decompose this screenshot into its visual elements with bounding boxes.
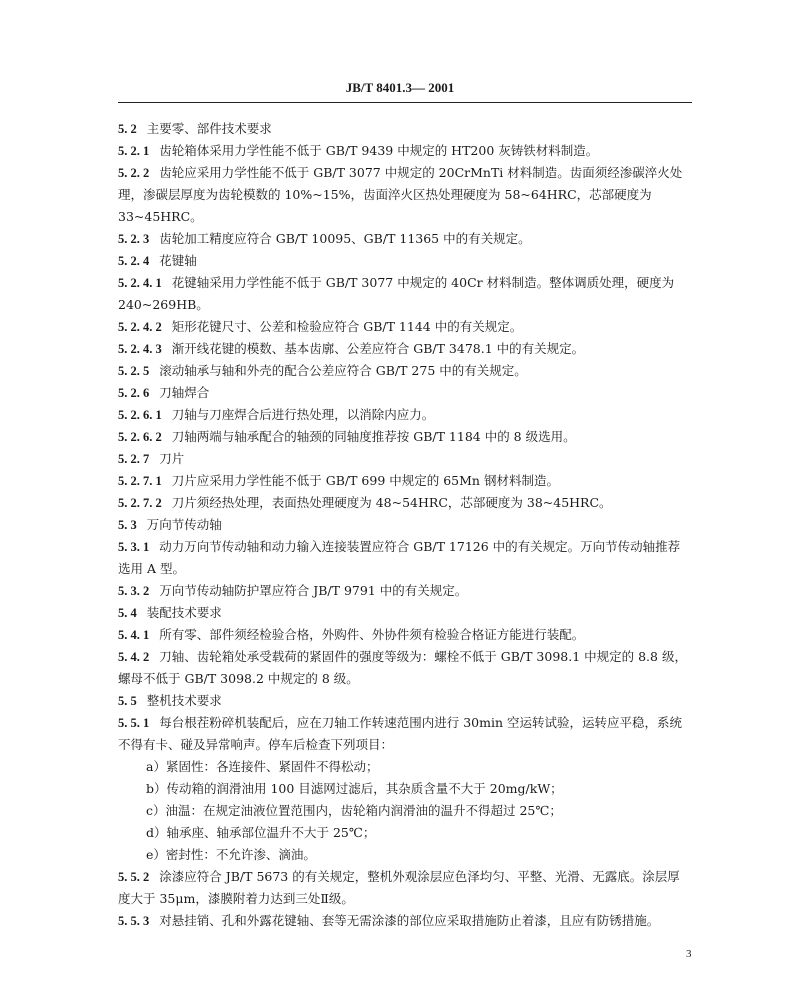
clause-text: 齿轮箱体采用力学性能不低于 GB/T 9439 中规定的 HT200 灰铸铁材料制造。 — [159, 143, 599, 158]
clause-number: 5. 2. 3 — [118, 232, 150, 246]
page-number: 3 — [686, 948, 692, 960]
clause-number: 5. 2. 5 — [118, 364, 150, 378]
clause-text: 花键轴采用力学性能不低于 GB/T 3077 中规定的 40Cr 材料制造。整体调质处理，硬度为 240~269HB。 — [118, 275, 675, 312]
clause-text: 齿轮应采用力学性能不低于 GB/T 3077 中规定的 20CrMnTi 材料制造。齿面须经渗碳淬火处理，渗碳层厚度为齿轮模数的 10%~15%，齿面淬火区热处理硬度为 58~64HRC，芯部硬度为 33~45HRC。 — [118, 165, 683, 224]
clause — [118, 316, 692, 338]
clause — [118, 646, 692, 690]
clause-text: 刀轴、齿轮箱处承受载荷的紧固件的强度等级为：螺栓不低于 GB/T 3098.1 中规定的 8.8 级，螺母不低于 GB/T 3098.2 中规定的 8 级。 — [118, 649, 687, 686]
clause-text: 刀片 — [159, 451, 185, 466]
clause — [118, 470, 692, 492]
list-item: e）密封性：不允许渗、滴油。 — [146, 847, 316, 862]
clause — [118, 712, 692, 756]
clause-number: 5. 5. 2 — [118, 870, 150, 884]
clause-text: 涂漆应符合 JB/T 5673 的有关规定，整机外观涂层应色泽均匀、平整、光滑、无露底。涂层厚度大于 35μm，漆膜附着力达到三处Ⅱ级。 — [118, 869, 680, 906]
clause — [118, 250, 692, 272]
clause-text: 刀轴焊合 — [159, 385, 210, 400]
clause — [118, 338, 692, 360]
clause — [118, 140, 692, 162]
clause — [118, 426, 692, 448]
list-item: c）油温：在规定油液位置范围内，齿轮箱内润滑油的温升不得超过 25℃； — [146, 803, 562, 818]
clause-number: 5. 3 — [118, 518, 137, 532]
clause-number: 5. 2. 4. 2 — [118, 320, 162, 334]
clause — [118, 492, 692, 514]
clause-text: 刀片应采用力学性能不低于 GB/T 699 中规定的 65Mn 钢材料制造。 — [171, 473, 559, 488]
clause — [118, 162, 692, 228]
clause-text: 刀轴与刀座焊合后进行热处理，以消除内应力。 — [171, 407, 435, 422]
clause-text: 所有零、部件须经检验合格，外购件、外协件须有检验合格证方能进行装配。 — [159, 627, 585, 642]
clause-number: 5. 2. 6 — [118, 386, 150, 400]
clause-number: 5. 2. 7. 1 — [118, 474, 162, 488]
list-item: a）紧固性：各连接件、紧固件不得松动； — [146, 759, 379, 774]
clause — [118, 536, 692, 580]
clause-number: 5. 2. 2 — [118, 166, 150, 180]
clause-number: 5. 2. 7 — [118, 452, 150, 466]
list-item: b）传动箱的润滑油用 100 目滤网过滤后，其杂质含量不大于 20mg/kW； — [146, 781, 563, 796]
document-body — [118, 118, 692, 932]
clause-text: 刀片须经热处理，表面热处理硬度为 48~54HRC，芯部硬度为 38~45HRC。 — [171, 495, 612, 510]
clause — [118, 382, 692, 404]
clause-number: 5. 4. 2 — [118, 650, 150, 664]
clause-number: 5. 2. 4. 3 — [118, 342, 162, 356]
clause — [118, 228, 692, 250]
clause-number: 5. 4 — [118, 606, 137, 620]
clause — [118, 118, 692, 140]
clause — [118, 448, 692, 470]
clause-text: 动力万向节传动轴和动力输入连接装置应符合 GB/T 17126 中的有关规定。万向节传动轴推荐选用 A 型。 — [118, 539, 681, 576]
clause-text: 刀轴两端与轴承配合的轴颈的同轴度推荐按 GB/T 1184 中的 8 级选用。 — [171, 429, 576, 444]
clause-text: 渐开线花键的模数、基本齿廓、公差应符合 GB/T 3478.1 中的有关规定。 — [171, 341, 585, 356]
clause-number: 5. 2. 7. 2 — [118, 496, 162, 510]
clause — [118, 360, 692, 382]
clause — [118, 866, 692, 910]
clause-number: 5. 2. 6. 1 — [118, 408, 162, 422]
clause-number: 5. 2. 4 — [118, 254, 150, 268]
clause — [118, 514, 692, 536]
clause-number: 5. 5. 3 — [118, 914, 150, 928]
clause — [118, 910, 692, 932]
clause-text: 装配技术要求 — [146, 605, 222, 620]
clause — [118, 272, 692, 316]
clause — [118, 580, 692, 602]
clause-number: 5. 3. 2 — [118, 584, 150, 598]
clause — [118, 404, 692, 426]
clause-number: 5. 5 — [118, 694, 137, 708]
clause-text: 整机技术要求 — [146, 693, 222, 708]
clause-number: 5. 2. 4. 1 — [118, 276, 162, 290]
clause-number: 5. 2 — [118, 122, 137, 136]
clause-text: 万向节传动轴 — [146, 517, 222, 532]
clause-text: 每台根茬粉碎机装配后，应在刀轴工作转速范围内进行 30min 空运转试验，运转应平稳，系统不得有卡、碰及异常响声。停车后检查下列项目： — [118, 715, 683, 752]
clause — [118, 602, 692, 624]
running-header: JB/T 8401.3— 2001 — [345, 80, 455, 95]
clause-number: 5. 5. 1 — [118, 716, 150, 730]
clause-number: 5. 2. 1 — [118, 144, 150, 158]
clause-number: 5. 2. 6. 2 — [118, 430, 162, 444]
clause-text: 对悬挂销、孔和外露花键轴、套等无需涂漆的部位应采取措施防止着漆，且应有防锈措施。 — [159, 913, 660, 928]
clause-text: 滚动轴承与轴和外壳的配合公差应符合 GB/T 275 中的有关规定。 — [159, 363, 527, 378]
clause-text: 矩形花键尺寸、公差和检验应符合 GB/T 1144 中的有关规定。 — [171, 319, 523, 334]
clause — [118, 624, 692, 646]
header-rule — [118, 102, 692, 103]
clause-number: 5. 4. 1 — [118, 628, 150, 642]
clause — [118, 690, 692, 712]
clause-text: 花键轴 — [159, 253, 197, 268]
clause-text: 主要零、部件技术要求 — [146, 121, 272, 136]
clause-number: 5. 3. 1 — [118, 540, 150, 554]
list-item: d）轴承座、轴承部位温升不大于 25℃； — [146, 825, 376, 840]
clause-text: 齿轮加工精度应符合 GB/T 10095、GB/T 11365 中的有关规定。 — [159, 231, 531, 246]
clause-text: 万向节传动轴防护罩应符合 JB/T 9791 中的有关规定。 — [159, 583, 468, 598]
